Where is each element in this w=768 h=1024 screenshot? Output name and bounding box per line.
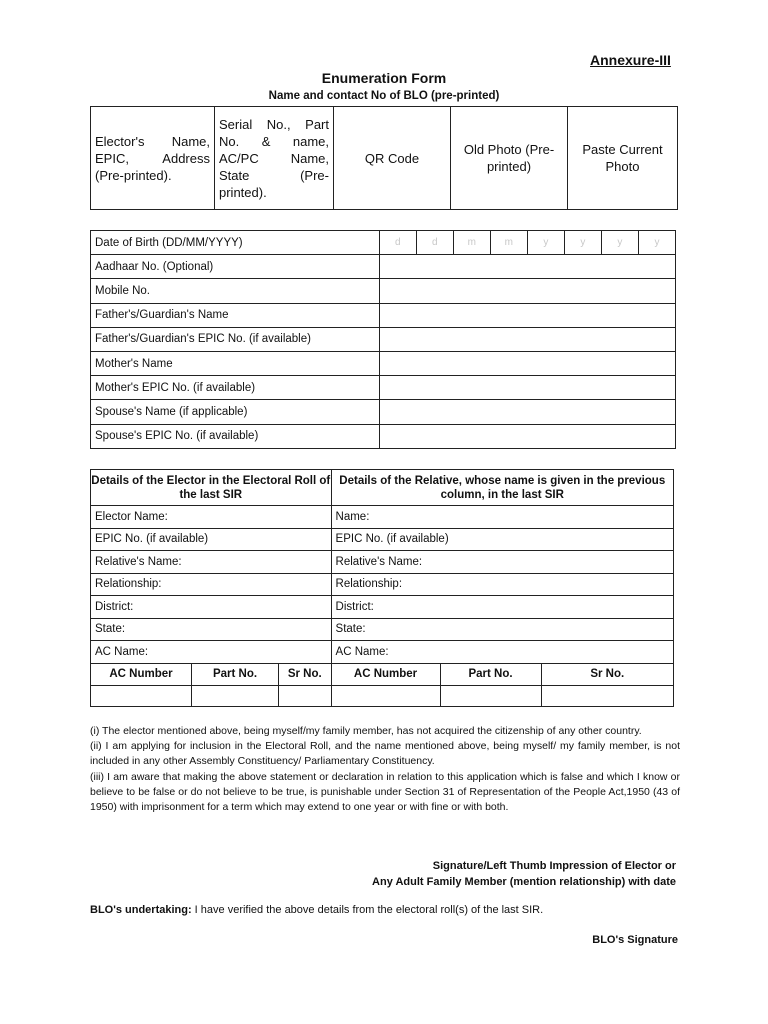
- relative-part-no-header: Part No.: [440, 663, 541, 685]
- electoral-roll-table: [90, 469, 674, 707]
- form-subtitle: Name and contact No of BLO (pre-printed): [268, 90, 500, 102]
- blo-signature-label: BLO's Signature: [592, 934, 678, 946]
- mother-epic-row: [91, 376, 676, 400]
- relative-ac-number-header: AC Number: [331, 663, 440, 685]
- elector-section-header: Details of the Elector in the Electoral Roll of the last SIR: [91, 470, 332, 506]
- form-title: Enumeration Form: [321, 70, 447, 86]
- old-photo-cell: Old Photo (Pre-printed): [451, 107, 568, 210]
- dob-year-box[interactable]: y: [638, 231, 675, 255]
- signature-line: Any Adult Family Member (mention relationship) with date: [372, 876, 676, 888]
- dob-month-box[interactable]: m: [490, 231, 527, 255]
- father-epic-row: [91, 327, 676, 351]
- father-epic-label: Father's/Guardian's EPIC No. (if available): [91, 327, 380, 351]
- dob-day-box[interactable]: d: [379, 231, 416, 255]
- blo-undertaking: [90, 904, 543, 916]
- mother-name-row: [91, 351, 676, 375]
- dob-year-box[interactable]: y: [601, 231, 638, 255]
- declaration-item: (i) The elector mentioned above, being myself/my family member, has not acquired the citizenship of any other country.: [90, 725, 642, 737]
- dob-day-box[interactable]: d: [416, 231, 453, 255]
- elector-epic-field[interactable]: EPIC No. (if available): [91, 528, 332, 551]
- relative-part-no-field[interactable]: [440, 685, 541, 706]
- personal-details-table: [90, 230, 676, 449]
- relative-ac-name-field[interactable]: AC Name:: [331, 641, 673, 664]
- declaration-item: (iii) I am aware that making the above statement or declaration in relation to this application which is false and which I know or believe to be false or do not believe to be true, is punishable under Section 31 of Representation of the People Act,1950 (43 of 1950) with imprisonment for a term which may extend to one year or with fine or with both.: [90, 770, 680, 814]
- spouse-name-row: [91, 400, 676, 424]
- current-photo-cell[interactable]: Paste Current Photo: [568, 107, 678, 210]
- blo-undertaking-text: I have verified the above details from the electoral roll(s) of the last SIR.: [191, 904, 544, 916]
- dob-year-box[interactable]: y: [527, 231, 564, 255]
- elector-sr-no-field[interactable]: [279, 685, 332, 706]
- elector-part-no-field[interactable]: [192, 685, 279, 706]
- father-name-row: [91, 303, 676, 327]
- relative-sr-no-field[interactable]: [541, 685, 673, 706]
- relative-section-header: Details of the Relative, whose name is given in the previous column, in the last SIR: [331, 470, 673, 506]
- relative-sr-no-header: Sr No.: [541, 663, 673, 685]
- elector-state-field[interactable]: State:: [91, 618, 332, 641]
- preprinted-info-box: [90, 106, 678, 210]
- mother-name-label: Mother's Name: [91, 351, 380, 375]
- elector-district-field[interactable]: District:: [91, 596, 332, 619]
- elector-ac-name-field[interactable]: AC Name:: [91, 641, 332, 664]
- dob-month-box[interactable]: m: [453, 231, 490, 255]
- dob-label: Date of Birth (DD/MM/YYYY): [91, 231, 380, 255]
- mobile-row: [91, 279, 676, 303]
- dob-row: [91, 231, 676, 255]
- aadhaar-field[interactable]: [379, 255, 675, 279]
- mother-epic-field[interactable]: [379, 376, 675, 400]
- aadhaar-row: [91, 255, 676, 279]
- relative-ac-number-field[interactable]: [331, 685, 440, 706]
- elector-part-no-header: Part No.: [192, 663, 279, 685]
- relative-epic-field[interactable]: EPIC No. (if available): [331, 528, 673, 551]
- declaration-item: (ii) I am applying for inclusion in the Electoral Roll, and the name mentioned above, being myself/ my family member, is not included in any other Assembly Constituency/ Parliamentary Constituency.: [90, 740, 680, 768]
- spouse-epic-label: Spouse's EPIC No. (if available): [91, 424, 380, 448]
- spouse-name-field[interactable]: [379, 400, 675, 424]
- mother-epic-label: Mother's EPIC No. (if available): [91, 376, 380, 400]
- qr-code-cell: QR Code: [334, 107, 451, 210]
- mother-name-field[interactable]: [379, 351, 675, 375]
- elector-relationship-field[interactable]: Relationship:: [91, 573, 332, 596]
- elector-info-cell: Elector's Name, EPIC, Address (Pre-printed).: [91, 107, 215, 210]
- declaration-block: [90, 724, 680, 815]
- father-name-field[interactable]: [379, 303, 675, 327]
- relative-name-field[interactable]: Name:: [331, 506, 673, 529]
- mobile-field[interactable]: [379, 279, 675, 303]
- elector-name-field[interactable]: Elector Name:: [91, 506, 332, 529]
- relative-relative-name-field[interactable]: Relative's Name:: [331, 551, 673, 574]
- signature-line: Signature/Left Thumb Impression of Elector or: [432, 860, 676, 872]
- annexure-label: Annexure-III: [590, 52, 671, 68]
- relative-district-field[interactable]: District:: [331, 596, 673, 619]
- blo-undertaking-label: BLO's undertaking:: [90, 904, 192, 916]
- elector-ac-number-field[interactable]: [91, 685, 192, 706]
- relative-relationship-field[interactable]: Relationship:: [331, 573, 673, 596]
- spouse-epic-row: [91, 424, 676, 448]
- spouse-epic-field[interactable]: [379, 424, 675, 448]
- elector-ac-number-header: AC Number: [91, 663, 192, 685]
- serial-info-cell: Serial No., Part No. & name, AC/PC Name, State (Pre-printed).: [215, 107, 334, 210]
- mobile-label: Mobile No.: [91, 279, 380, 303]
- relative-state-field[interactable]: State:: [331, 618, 673, 641]
- spouse-name-label: Spouse's Name (if applicable): [91, 400, 380, 424]
- elector-relative-name-field[interactable]: Relative's Name:: [91, 551, 332, 574]
- father-epic-field[interactable]: [379, 327, 675, 351]
- father-name-label: Father's/Guardian's Name: [91, 303, 380, 327]
- aadhaar-label: Aadhaar No. (Optional): [91, 255, 380, 279]
- dob-year-box[interactable]: y: [564, 231, 601, 255]
- elector-signature-block: [372, 858, 676, 890]
- elector-sr-no-header: Sr No.: [279, 663, 332, 685]
